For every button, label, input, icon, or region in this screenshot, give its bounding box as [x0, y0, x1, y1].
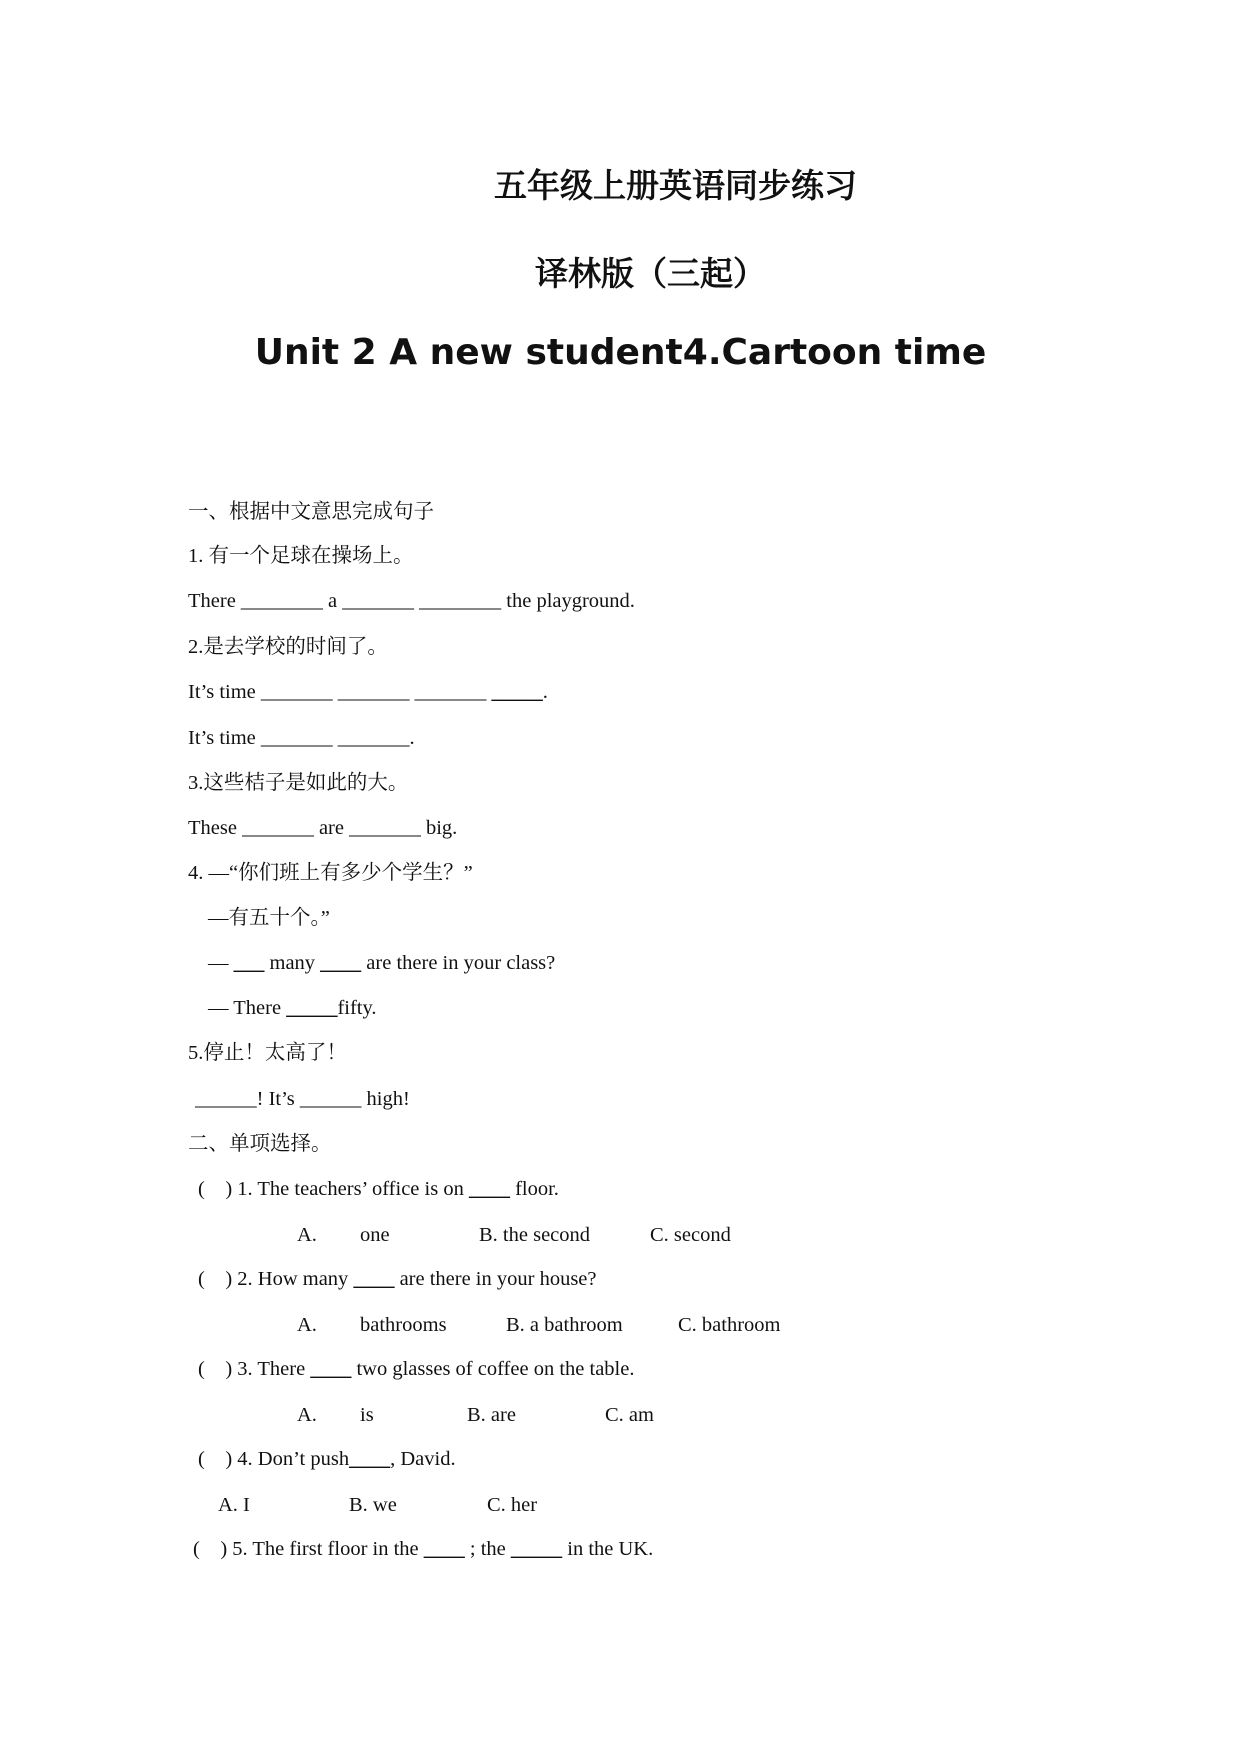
q2-blank: _____ — [491, 681, 543, 703]
mc2-stem-end: are there in your house? — [394, 1268, 597, 1290]
q4-dash: — — [208, 952, 234, 974]
q1-chinese: 1. 有一个足球在操场上。 — [188, 545, 414, 567]
mc1-blank: ____ — [468, 1178, 510, 1200]
mc-question-2 — [198, 1269, 597, 1290]
q2-chinese: 2.是去学校的时间了。 — [188, 636, 388, 658]
mc3-option-b: B. are — [467, 1404, 516, 1426]
mc5-blank-1: ____ — [423, 1538, 465, 1560]
mc4-stem-end: , David. — [390, 1448, 456, 1470]
mc1-stem-end: floor. — [509, 1178, 559, 1200]
q4-english-1 — [208, 953, 555, 974]
q2-english-2: It’s time _______ _______. — [188, 727, 415, 749]
q2-english-1-text: It’s time _______ _______ _______ — [188, 681, 492, 703]
q5-chinese: 5.停止！太高了！ — [188, 1042, 347, 1064]
q4-english-2 — [208, 998, 377, 1019]
q4-text-rest: are there in your class? — [361, 952, 556, 974]
worksheet-title: 五年级上册英语同步练习 — [494, 166, 857, 205]
q4-chinese-2: —有五十个。” — [208, 907, 330, 929]
mc2-stem: ( ) 2. How many — [198, 1268, 354, 1290]
q4-chinese-1: 4. —“你们班上有多少个学生？” — [188, 862, 473, 884]
q4-there: — There — [208, 997, 287, 1019]
mc1-option-c: C. second — [650, 1224, 731, 1246]
mc2-option-c: C. bathroom — [678, 1314, 781, 1336]
mc1-option-a: one — [360, 1224, 390, 1246]
q4-blank-1: ___ — [233, 952, 265, 974]
mc1-option-b: B. the second — [479, 1224, 591, 1246]
mc-question-3 — [198, 1359, 634, 1380]
worksheet-edition: 译林版（三起） — [535, 254, 766, 293]
q4-blank-2: ____ — [320, 952, 362, 974]
mc5-stem: ( ) 5. The first floor in the — [193, 1538, 424, 1560]
mc1-option-a-letter: A. — [297, 1224, 317, 1246]
q5-english: ______! It’s ______ high! — [190, 1088, 410, 1110]
q1-english: There ________ a _______ ________ the playground. — [188, 590, 635, 612]
section1-heading: 一、根据中文意思完成句子 — [188, 501, 434, 523]
mc2-blank: ____ — [353, 1268, 395, 1290]
mc5-stem-end: in the UK. — [562, 1538, 654, 1560]
mc-question-4 — [198, 1449, 456, 1470]
q4-text-many: many — [264, 952, 321, 974]
q4-blank-3: _____ — [286, 997, 338, 1019]
mc5-stem-mid: ; the — [464, 1538, 511, 1560]
q4-fifty: fifty. — [337, 997, 377, 1019]
q3-chinese: 3.这些桔子是如此的大。 — [188, 772, 409, 794]
mc4-option-b: B. we — [349, 1494, 397, 1516]
mc-question-5 — [193, 1539, 653, 1560]
mc3-stem: ( ) 3. There — [198, 1358, 311, 1380]
mc4-stem: ( ) 4. Don’t push — [198, 1448, 350, 1470]
q3-english: These _______ are _______ big. — [188, 817, 458, 839]
mc4-blank: ____ — [349, 1448, 391, 1470]
mc3-stem-end: two glasses of coffee on the table. — [351, 1358, 635, 1380]
mc2-option-a-letter: A. — [297, 1314, 317, 1336]
mc3-option-a: is — [360, 1404, 374, 1426]
mc3-blank: ____ — [310, 1358, 352, 1380]
unit-title: Unit 2 A new student4.Cartoon time — [254, 332, 987, 373]
q2-english-1 — [188, 682, 548, 703]
mc2-option-a: bathrooms — [360, 1314, 447, 1336]
mc2-option-b: B. a bathroom — [506, 1314, 623, 1336]
mc1-stem: ( ) 1. The teachers’ office is on — [198, 1178, 469, 1200]
mc3-option-a-letter: A. — [297, 1404, 317, 1426]
mc-question-1 — [198, 1179, 559, 1200]
q2-period: . — [542, 681, 548, 703]
mc3-option-c: C. am — [605, 1404, 654, 1426]
section2-heading: 二、单项选择。 — [188, 1133, 332, 1155]
mc5-blank-2: _____ — [510, 1538, 563, 1560]
mc4-option-a: A. I — [218, 1494, 250, 1516]
mc4-option-c: C. her — [487, 1494, 538, 1516]
